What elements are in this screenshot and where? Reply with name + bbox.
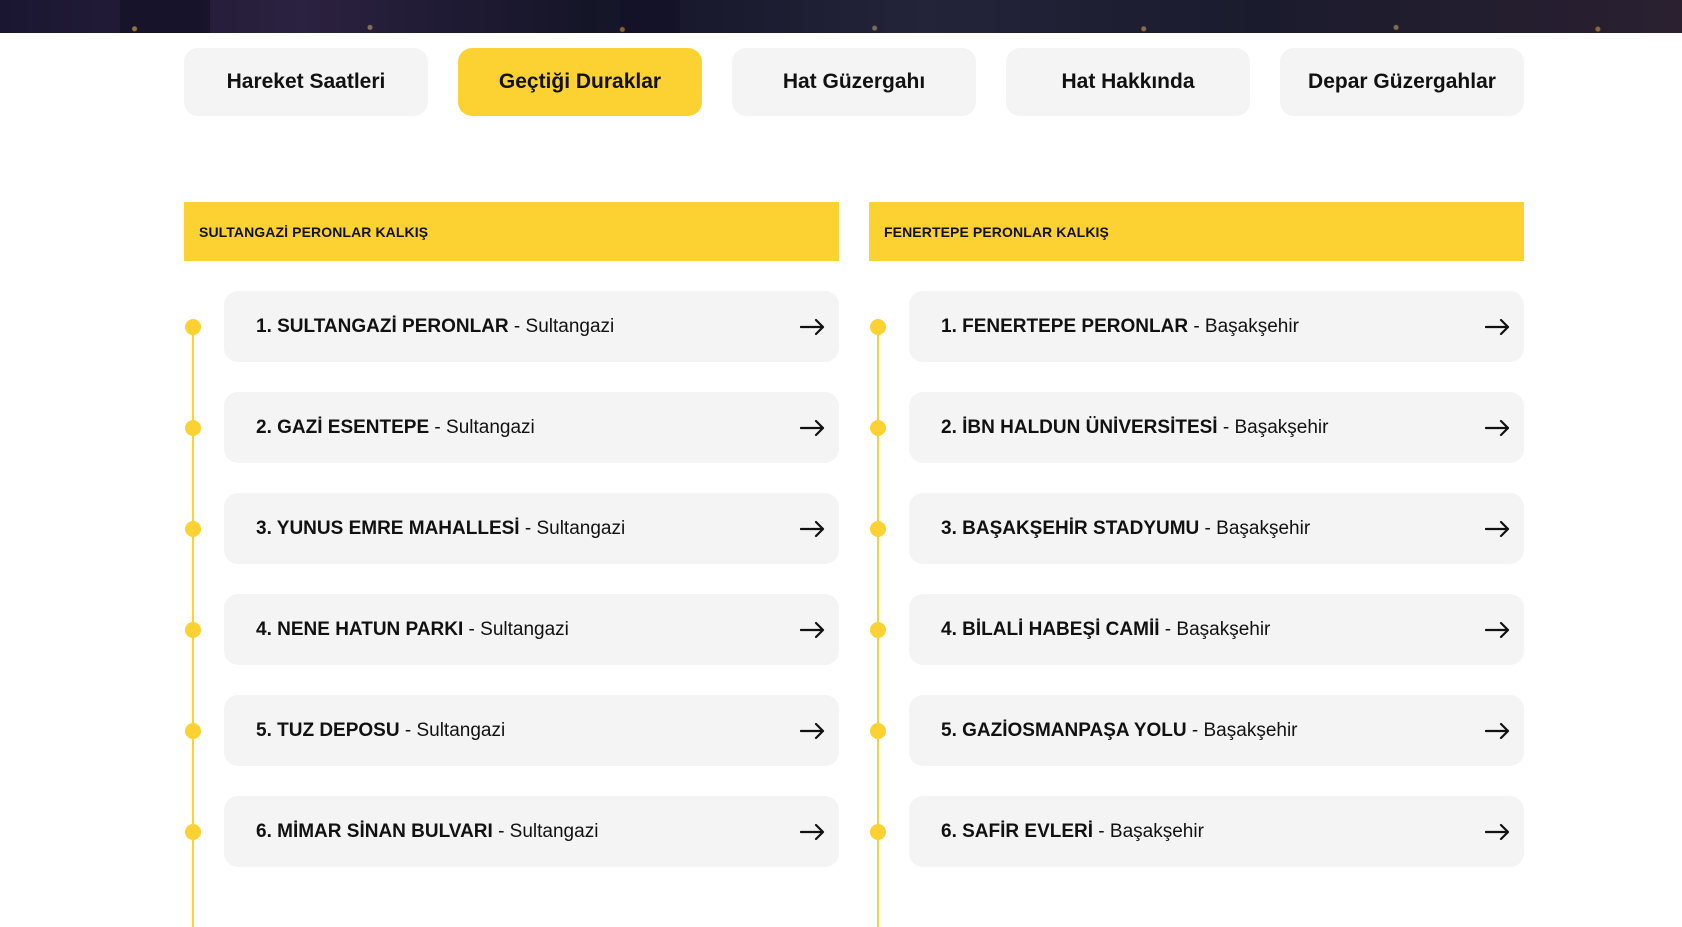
stop-row [184,695,839,796]
timeline-dot-icon [870,723,886,739]
stop-card[interactable] [909,796,1524,867]
arrow-right-icon [1484,418,1512,438]
stop-name: 3. YUNUS EMRE MAHALLESİ [256,517,520,539]
timeline-dot-icon [185,319,201,335]
stop-name: 6. SAFİR EVLERİ [941,820,1094,842]
tab-gectigi-duraklar[interactable]: Geçtiği Duraklar [458,48,702,116]
stop-name: 1. FENERTEPE PERONLAR [941,315,1189,337]
tab-depar-guzergahlar[interactable]: Depar Güzergahlar [1280,48,1524,116]
stop-name: 6. MİMAR SİNAN BULVARI [256,820,493,842]
stop-district: - Sultangazi [429,416,535,438]
stop-label [941,417,1484,439]
stop-card[interactable] [909,291,1524,362]
stop-label [941,720,1484,742]
stop-row [184,291,839,392]
stop-card[interactable] [909,695,1524,766]
stops-column-fenertepe [869,202,1524,897]
stop-label [941,821,1484,843]
stop-district: - Sultangazi [492,820,599,842]
stop-row [869,392,1524,493]
stop-name: 5. TUZ DEPOSU [256,719,400,741]
stop-name: 4. BİLALİ HABEŞİ CAMİİ [941,618,1160,640]
stop-row [184,493,839,594]
stop-card[interactable] [224,796,839,867]
tab-hat-guzergahi[interactable]: Hat Güzergahı [732,48,976,116]
stop-card[interactable] [224,695,839,766]
timeline-dot-icon [870,420,886,436]
stop-district: - Başakşehir [1159,618,1271,640]
stop-label [256,821,799,843]
arrow-right-icon [1484,317,1512,337]
stop-card[interactable] [224,392,839,463]
stop-label [256,316,799,338]
hero-banner-image [0,0,1682,33]
stop-label [256,518,799,540]
stop-district: - Sultangazi [463,618,569,640]
arrow-right-icon [799,418,827,438]
column-header: SULTANGAZİ PERONLAR KALKIŞ [184,202,839,261]
stop-label [256,619,799,641]
stop-row [184,796,839,897]
arrow-right-icon [799,519,827,539]
stop-row [869,493,1524,594]
stop-name: 1. SULTANGAZİ PERONLAR [256,315,509,337]
arrow-right-icon [1484,620,1512,640]
stop-name: 3. BAŞAKŞEHİR STADYUMU [941,517,1200,539]
arrow-right-icon [799,822,827,842]
stop-label [941,518,1484,540]
stop-card[interactable] [224,493,839,564]
stops-column-sultangazi [184,202,839,897]
arrow-right-icon [799,317,827,337]
arrow-right-icon [1484,721,1512,741]
timeline-dot-icon [185,521,201,537]
stop-name: 2. GAZİ ESENTEPE [256,416,430,438]
stop-district: - Sultangazi [508,315,615,337]
tab-hat-hakkinda[interactable]: Hat Hakkında [1006,48,1250,116]
arrow-right-icon [1484,822,1512,842]
stop-card[interactable] [909,392,1524,463]
stop-row [869,594,1524,695]
stop-name: 5. GAZİOSMANPAŞA YOLU [941,719,1187,741]
tab-hareket-saatleri[interactable]: Hareket Saatleri [184,48,428,116]
timeline-dot-icon [185,622,201,638]
hero-city-lights [0,19,1682,33]
stop-label [256,417,799,439]
stop-card[interactable] [909,594,1524,665]
timeline-dot-icon [870,622,886,638]
stop-card[interactable] [224,291,839,362]
stop-district: - Başakşehir [1093,820,1204,842]
stop-row [869,291,1524,392]
arrow-right-icon [799,620,827,640]
stop-district: - Sultangazi [399,719,506,741]
timeline-dot-icon [870,319,886,335]
stop-name: 4. NENE HATUN PARKI [256,618,464,640]
timeline-dot-icon [185,824,201,840]
stop-district: - Başakşehir [1188,315,1299,337]
stop-district: - Sultangazi [519,517,626,539]
stop-list [184,291,839,897]
stop-row [869,796,1524,897]
tab-bar [184,48,1524,116]
stop-label [256,720,799,742]
stop-list [869,291,1524,897]
stop-district: - Başakşehir [1186,719,1298,741]
arrow-right-icon [1484,519,1512,539]
timeline-dot-icon [185,723,201,739]
stop-row [184,392,839,493]
timeline-dot-icon [185,420,201,436]
stop-district: - Başakşehir [1217,416,1329,438]
stop-card[interactable] [909,493,1524,564]
timeline-dot-icon [870,824,886,840]
arrow-right-icon [799,721,827,741]
timeline-dot-icon [870,521,886,537]
stop-name: 2. İBN HALDUN ÜNİVERSİTESİ [941,416,1218,438]
stop-row [869,695,1524,796]
stop-label [941,619,1484,641]
stop-label [941,316,1484,338]
stop-row [184,594,839,695]
stop-district: - Başakşehir [1199,517,1311,539]
stop-card[interactable] [224,594,839,665]
column-header: FENERTEPE PERONLAR KALKIŞ [869,202,1524,261]
